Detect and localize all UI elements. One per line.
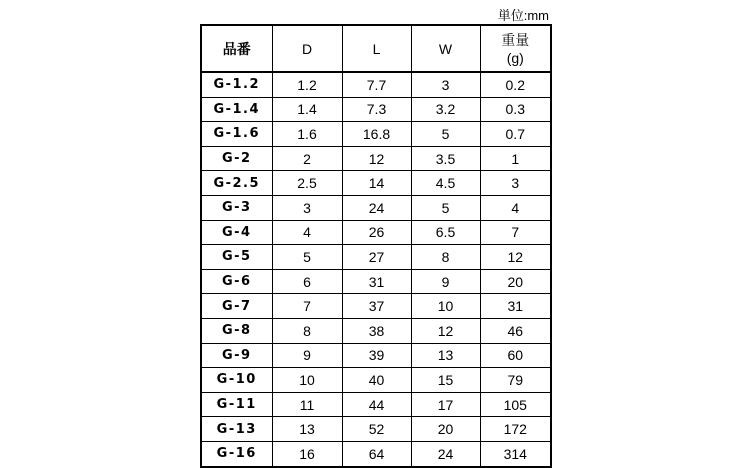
cell-weight: 7 [480, 220, 551, 245]
cell-w: 13 [411, 343, 480, 368]
cell-code: G-10 [201, 368, 272, 393]
cell-code: G-11 [201, 392, 272, 417]
cell-w: 5 [411, 195, 480, 220]
cell-weight: 314 [480, 441, 551, 466]
cell-code: G-2.5 [201, 171, 272, 196]
cell-weight: 12 [480, 245, 551, 270]
cell-l: 44 [342, 392, 411, 417]
cell-w: 9 [411, 269, 480, 294]
cell-weight: 0.7 [480, 122, 551, 147]
header-w: W [411, 25, 480, 72]
table-row [201, 441, 551, 466]
cell-code: G-5 [201, 245, 272, 270]
cell-l: 26 [342, 220, 411, 245]
cell-l: 7.3 [342, 97, 411, 122]
cell-w: 4.5 [411, 171, 480, 196]
cell-weight: 31 [480, 294, 551, 319]
header-row [201, 25, 551, 72]
cell-w: 10 [411, 294, 480, 319]
cell-l: 37 [342, 294, 411, 319]
header-d: D [272, 25, 342, 72]
cell-w: 20 [411, 417, 480, 442]
cell-w: 12 [411, 318, 480, 343]
unit-label: 単位:mm [497, 8, 549, 23]
cell-code: G-7 [201, 294, 272, 319]
spec-table [200, 24, 552, 468]
cell-d: 6 [272, 269, 342, 294]
table-row [201, 417, 551, 442]
cell-w: 15 [411, 368, 480, 393]
cell-weight: 105 [480, 392, 551, 417]
header-weight-label: 重量 [501, 31, 530, 48]
header-l: L [342, 25, 411, 72]
cell-l: 14 [342, 171, 411, 196]
table-row [201, 269, 551, 294]
cell-w: 3 [411, 72, 480, 97]
cell-l: 24 [342, 195, 411, 220]
cell-l: 27 [342, 245, 411, 270]
cell-weight: 172 [480, 417, 551, 442]
cell-weight: 79 [480, 368, 551, 393]
cell-d: 4 [272, 220, 342, 245]
cell-d: 1.2 [272, 72, 342, 97]
header-code: 品番 [201, 25, 272, 72]
cell-code: G-3 [201, 195, 272, 220]
cell-weight: 0.3 [480, 97, 551, 122]
cell-l: 38 [342, 318, 411, 343]
cell-w: 8 [411, 245, 480, 270]
cell-weight: 60 [480, 343, 551, 368]
table-row [201, 392, 551, 417]
cell-l: 7.7 [342, 72, 411, 97]
table-row [201, 368, 551, 393]
cell-w: 24 [411, 441, 480, 466]
cell-w: 3.5 [411, 146, 480, 171]
cell-w: 5 [411, 122, 480, 147]
header-weight [480, 25, 551, 72]
cell-d: 11 [272, 392, 342, 417]
cell-d: 8 [272, 318, 342, 343]
cell-l: 64 [342, 441, 411, 466]
cell-l: 52 [342, 417, 411, 442]
cell-w: 17 [411, 392, 480, 417]
cell-code: G-2 [201, 146, 272, 171]
cell-code: G-4 [201, 220, 272, 245]
cell-weight: 4 [480, 195, 551, 220]
cell-w: 6.5 [411, 220, 480, 245]
table-row [201, 97, 551, 122]
table-row [201, 122, 551, 147]
cell-weight: 1 [480, 146, 551, 171]
table-row [201, 220, 551, 245]
table-row [201, 318, 551, 343]
cell-d: 1.4 [272, 97, 342, 122]
cell-l: 39 [342, 343, 411, 368]
cell-code: G-16 [201, 441, 272, 466]
cell-l: 12 [342, 146, 411, 171]
cell-w: 3.2 [411, 97, 480, 122]
cell-d: 7 [272, 294, 342, 319]
cell-d: 9 [272, 343, 342, 368]
cell-code: G-1.2 [201, 72, 272, 97]
cell-weight: 20 [480, 269, 551, 294]
cell-weight: 46 [480, 318, 551, 343]
cell-d: 3 [272, 195, 342, 220]
cell-weight: 0.2 [480, 72, 551, 97]
table-row [201, 195, 551, 220]
cell-code: G-9 [201, 343, 272, 368]
cell-d: 1.6 [272, 122, 342, 147]
cell-d: 16 [272, 441, 342, 466]
cell-code: G-13 [201, 417, 272, 442]
cell-code: G-1.6 [201, 122, 272, 147]
cell-l: 31 [342, 269, 411, 294]
cell-d: 13 [272, 417, 342, 442]
cell-d: 2 [272, 146, 342, 171]
cell-l: 16.8 [342, 122, 411, 147]
table-row [201, 72, 551, 97]
cell-code: G-8 [201, 318, 272, 343]
cell-d: 10 [272, 368, 342, 393]
cell-weight: 3 [480, 171, 551, 196]
cell-code: G-6 [201, 269, 272, 294]
cell-d: 5 [272, 245, 342, 270]
table-row [201, 245, 551, 270]
cell-code: G-1.4 [201, 97, 272, 122]
table-row [201, 171, 551, 196]
table-row [201, 146, 551, 171]
table-row [201, 294, 551, 319]
cell-l: 40 [342, 368, 411, 393]
header-weight-unit: (g) [506, 49, 524, 66]
table-row [201, 343, 551, 368]
cell-d: 2.5 [272, 171, 342, 196]
